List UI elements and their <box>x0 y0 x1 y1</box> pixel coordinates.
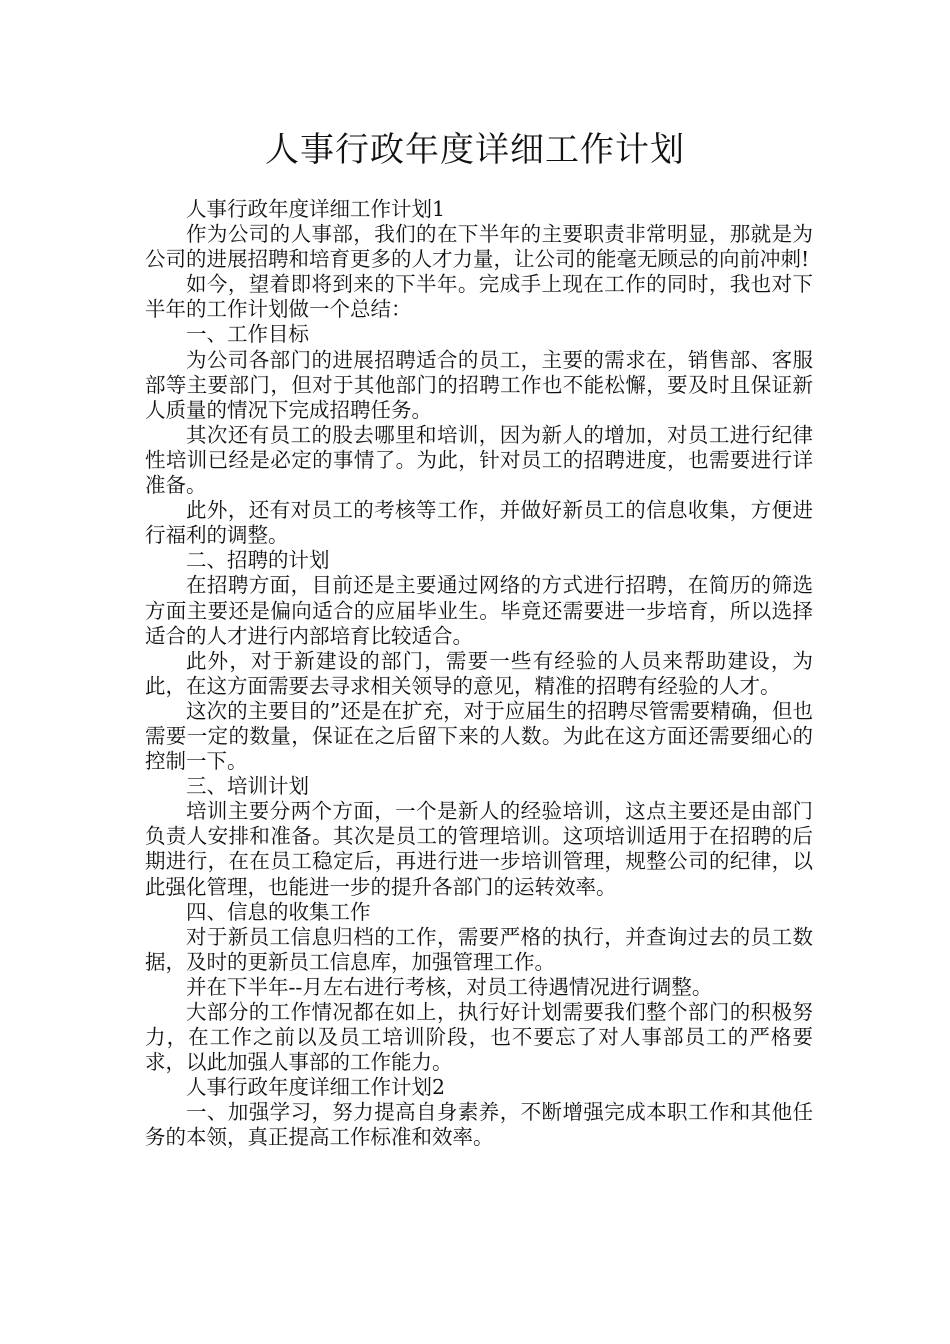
paragraph: 这次的主要目的”还是在扩充，对于应届生的招聘尽管需要精确，但也需要一定的数量，保证在之后留下来的人数。为此在这方面还需要细心的控制一下。 <box>145 698 813 774</box>
paragraph: 一、加强学习，努力提高自身素养，不断增强完成本职工作和其他任务的本领，真正提高工作标准和效率。 <box>145 1100 813 1150</box>
paragraph: 大部分的工作情况都在如上，执行好计划需要我们整个部门的积极努力，在工作之前以及员工培训阶段，也不要忘了对人事部员工的严格要求，以此加强人事部的工作能力。 <box>145 1000 813 1075</box>
paragraph: 如今，望着即将到来的下半年。完成手上现在工作的同时，我也对下半年的工作计划做一个总结： <box>145 272 813 322</box>
section-heading-information-collection: 四、信息的收集工作 <box>186 899 371 924</box>
section-heading-training-plan: 三、培训计划 <box>186 774 309 799</box>
document-body <box>145 197 813 1151</box>
subheading-plan-2: 人事行政年度详细工作计划2 <box>186 1075 446 1100</box>
paragraph: 此外，对于新建设的部门，需要一些有经验的人员来帮助建设，为此，在这方面需要去寻求相关领导的意见，精准的招聘有经验的人才。 <box>145 648 813 698</box>
document-title: 人事行政年度详细工作计划 <box>265 130 685 170</box>
section-heading-recruitment-plan: 二、招聘的计划 <box>186 548 330 573</box>
paragraph: 此外，还有对员工的考核等工作，并做好新员工的信息收集，方便进行福利的调整。 <box>145 498 813 548</box>
paragraph: 为公司各部门的进展招聘适合的员工，主要的需求在，销售部、客服部等主要部门，但对于其他部门的招聘工作也不能松懈，要及时且保证新人质量的情况下完成招聘任务。 <box>145 347 813 422</box>
paragraph: 其次还有员工的股去哪里和培训，因为新人的增加，对员工进行纪律性培训已经是必定的事情了。为此，针对员工的招聘进度，也需要进行详准备。 <box>145 422 813 498</box>
paragraph: 对于新员工信息归档的工作，需要严格的执行，并查询过去的员工数据，及时的更新员工信息库，加强管理工作。 <box>145 924 813 974</box>
paragraph: 在招聘方面，目前还是主要通过网络的方式进行招聘，在简历的筛选方面主要还是偏向适合的应届毕业生。毕竟还需要进一步培育，所以选择适合的人才进行内部培育比较适合。 <box>145 573 813 648</box>
paragraph: 培训主要分两个方面，一个是新人的经验培训，这点主要还是由部门负责人安排和准备。其次是员工的管理培训。这项培训适用于在招聘的后期进行，在在员工稳定后，再进行进一步培训管理，规整公司的纪律，以此强化管理，也能进一步的提升各部门的运转效率。 <box>145 799 813 899</box>
subheading-plan-1: 人事行政年度详细工作计划1 <box>186 197 446 221</box>
paragraph: 并在下半年--月左右进行考核，对员工待遇情况进行调整。 <box>186 974 713 999</box>
section-heading-work-goals: 一、工作目标 <box>186 322 309 347</box>
paragraph: 作为公司的人事部，我们的在下半年的主要职责非常明显，那就是为公司的进展招聘和培育更多的人才力量，让公司的能毫无顾忌的向前冲刺! <box>145 222 813 272</box>
